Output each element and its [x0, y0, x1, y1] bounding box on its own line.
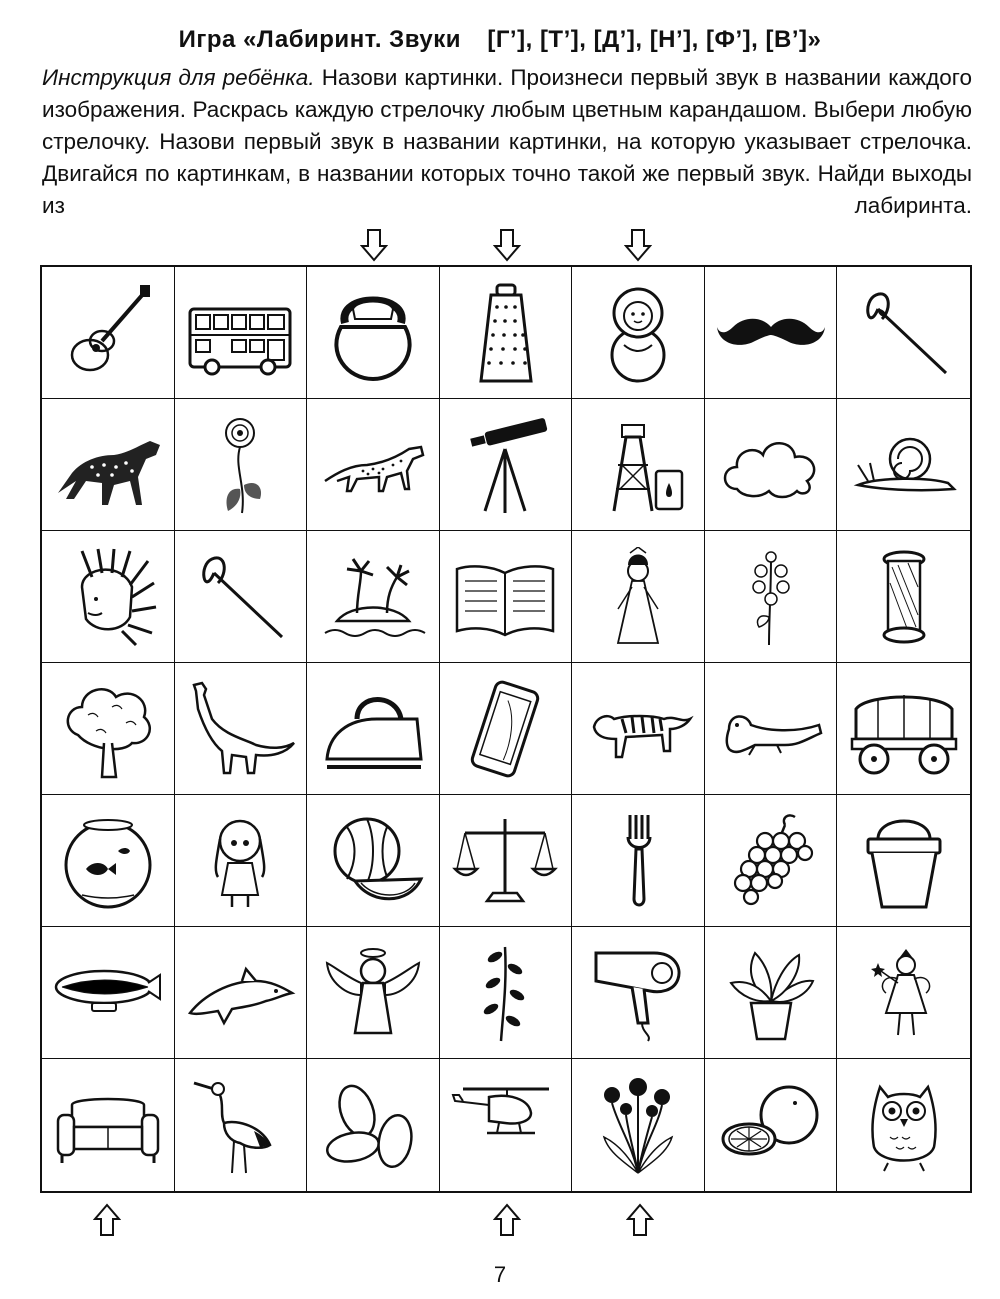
maze-cell[interactable] — [307, 267, 440, 399]
maze-cell[interactable] — [307, 399, 440, 531]
maze-cell[interactable] — [307, 1059, 440, 1191]
maze-cell[interactable] — [705, 927, 838, 1059]
maze-cell[interactable] — [440, 531, 573, 663]
maze-cell[interactable] — [705, 267, 838, 399]
maze-cell[interactable] — [837, 267, 970, 399]
title-sound: [Ф’], — [706, 26, 759, 53]
maze-cell[interactable] — [175, 795, 308, 927]
needle-icon — [184, 547, 296, 647]
instruction-text: Назови картинки. Произнеси первый звук в названии каждого изображения. Раскрась каждую стрелочку любым цветным карандашом. Выбери любую стрелочку. Назови первый звук в названии картинки, на которую указывает стрелочка. Двигайся по картинкам, в названии которых точно такой же первый звук. Найди выходы из лабиринта. — [42, 65, 972, 218]
down-arrow-icon[interactable] — [360, 228, 388, 262]
page-number: 7 — [493, 1262, 507, 1287]
maze-cell[interactable] — [42, 663, 175, 795]
title-game: Игра «Лабиринт. — [178, 26, 382, 53]
girl-icon — [184, 811, 296, 911]
stork-icon — [184, 1075, 296, 1175]
tree-icon — [52, 679, 164, 779]
down-arrow-icon[interactable] — [493, 228, 521, 262]
maze-cell[interactable] — [440, 663, 573, 795]
maze-cell[interactable] — [837, 531, 970, 663]
dolphin-icon — [184, 943, 296, 1043]
princess-icon — [582, 547, 694, 647]
roly-poly-doll-icon — [582, 283, 694, 383]
helicopter-icon — [449, 1075, 561, 1175]
title-sound: [Т’], — [539, 26, 587, 53]
aquarium-icon — [52, 811, 164, 911]
maze-cell[interactable] — [440, 795, 573, 927]
seal-icon — [715, 679, 827, 779]
sofa-icon — [52, 1075, 164, 1175]
maze-cell[interactable] — [572, 531, 705, 663]
iron-icon — [317, 679, 429, 779]
maze-cell[interactable] — [837, 927, 970, 1059]
scales-icon — [449, 811, 561, 911]
up-arrow-icon[interactable] — [493, 1203, 521, 1237]
maze-cell[interactable] — [440, 1059, 573, 1191]
wagon-icon — [848, 679, 960, 779]
maze-cell[interactable] — [307, 795, 440, 927]
maze-cell[interactable] — [42, 1059, 175, 1191]
instruction-lead: Инструкция для ребёнка. — [42, 65, 315, 90]
dahlia-icon — [184, 415, 296, 515]
maze-cell[interactable] — [42, 399, 175, 531]
cloud-icon — [715, 415, 827, 515]
airship-icon — [52, 943, 164, 1043]
maze-cell[interactable] — [42, 795, 175, 927]
down-arrow-icon[interactable] — [624, 228, 652, 262]
tiger-icon — [582, 679, 694, 779]
maze-cell[interactable] — [307, 927, 440, 1059]
needle-icon — [848, 283, 960, 383]
maze-cell[interactable] — [175, 267, 308, 399]
maze-cell[interactable] — [42, 927, 175, 1059]
maze-cell[interactable] — [42, 267, 175, 399]
title-sound: [В’]» — [765, 26, 822, 53]
up-arrow-icon[interactable] — [93, 1203, 121, 1237]
dinosaur-icon — [184, 679, 296, 779]
maze-cell[interactable] — [175, 927, 308, 1059]
spool-icon — [848, 547, 960, 647]
maze-cell[interactable] — [572, 267, 705, 399]
worksheet-title — [0, 26, 1000, 54]
title-sound: [Д’], — [593, 26, 643, 53]
maze-cell[interactable] — [705, 399, 838, 531]
owl-icon — [848, 1075, 960, 1175]
grater-icon — [449, 283, 561, 383]
maze-cell[interactable] — [175, 399, 308, 531]
maze-cell[interactable] — [175, 1059, 308, 1191]
flower-branch-icon — [715, 547, 827, 647]
bucket-icon — [848, 811, 960, 911]
snail-icon — [848, 415, 960, 515]
dates-icon — [317, 1075, 429, 1175]
maze-cell[interactable] — [175, 663, 308, 795]
branch-icon — [449, 943, 561, 1043]
dandelion-icon — [582, 1075, 694, 1175]
maze-cell[interactable] — [572, 927, 705, 1059]
mustache-icon — [715, 283, 827, 383]
maze-cell[interactable] — [705, 663, 838, 795]
guitar-icon — [52, 283, 164, 383]
maze-cell[interactable] — [837, 399, 970, 531]
hyena-icon — [52, 415, 164, 515]
maze-cell[interactable] — [705, 795, 838, 927]
maze-cell[interactable] — [837, 795, 970, 927]
smartphone-icon — [449, 679, 561, 779]
telescope-icon — [449, 415, 561, 515]
book-icon — [449, 547, 561, 647]
maze-cell[interactable] — [837, 1059, 970, 1191]
angel-icon — [317, 943, 429, 1043]
title-sound: [Н’], — [649, 26, 699, 53]
kettlebell-icon — [317, 283, 429, 383]
houseplant-icon — [715, 943, 827, 1043]
watermelon-icon — [317, 811, 429, 911]
bus-icon — [184, 283, 296, 383]
maze-cell[interactable] — [42, 531, 175, 663]
up-arrow-icon[interactable] — [626, 1203, 654, 1237]
maze-cell[interactable] — [440, 267, 573, 399]
hair-dryer-icon — [582, 943, 694, 1043]
maze-cell[interactable] — [307, 531, 440, 663]
grapes-icon — [715, 811, 827, 911]
maze-cell[interactable] — [307, 663, 440, 795]
title-sound: [Г’], — [487, 26, 533, 53]
maze-grid — [40, 265, 972, 1193]
indian-chief-icon — [52, 547, 164, 647]
orange-icon — [715, 1075, 827, 1175]
instruction-paragraph — [42, 62, 972, 222]
fork-icon — [582, 811, 694, 911]
cheetah-icon — [317, 415, 429, 515]
maze-cell[interactable] — [440, 399, 573, 531]
maze-cell[interactable] — [175, 531, 308, 663]
maze-cell[interactable] — [572, 1059, 705, 1191]
maze-cell[interactable] — [837, 663, 970, 795]
maze-cell[interactable] — [572, 795, 705, 927]
maze-cell[interactable] — [440, 927, 573, 1059]
maze-cell[interactable] — [572, 663, 705, 795]
maze-cell[interactable] — [572, 399, 705, 531]
oil-rig-icon — [582, 415, 694, 515]
fairy-icon — [848, 943, 960, 1043]
maze-cell[interactable] — [705, 1059, 838, 1191]
maze-cell[interactable] — [705, 531, 838, 663]
island-icon — [317, 547, 429, 647]
title-sounds-label: Звуки — [389, 26, 461, 53]
